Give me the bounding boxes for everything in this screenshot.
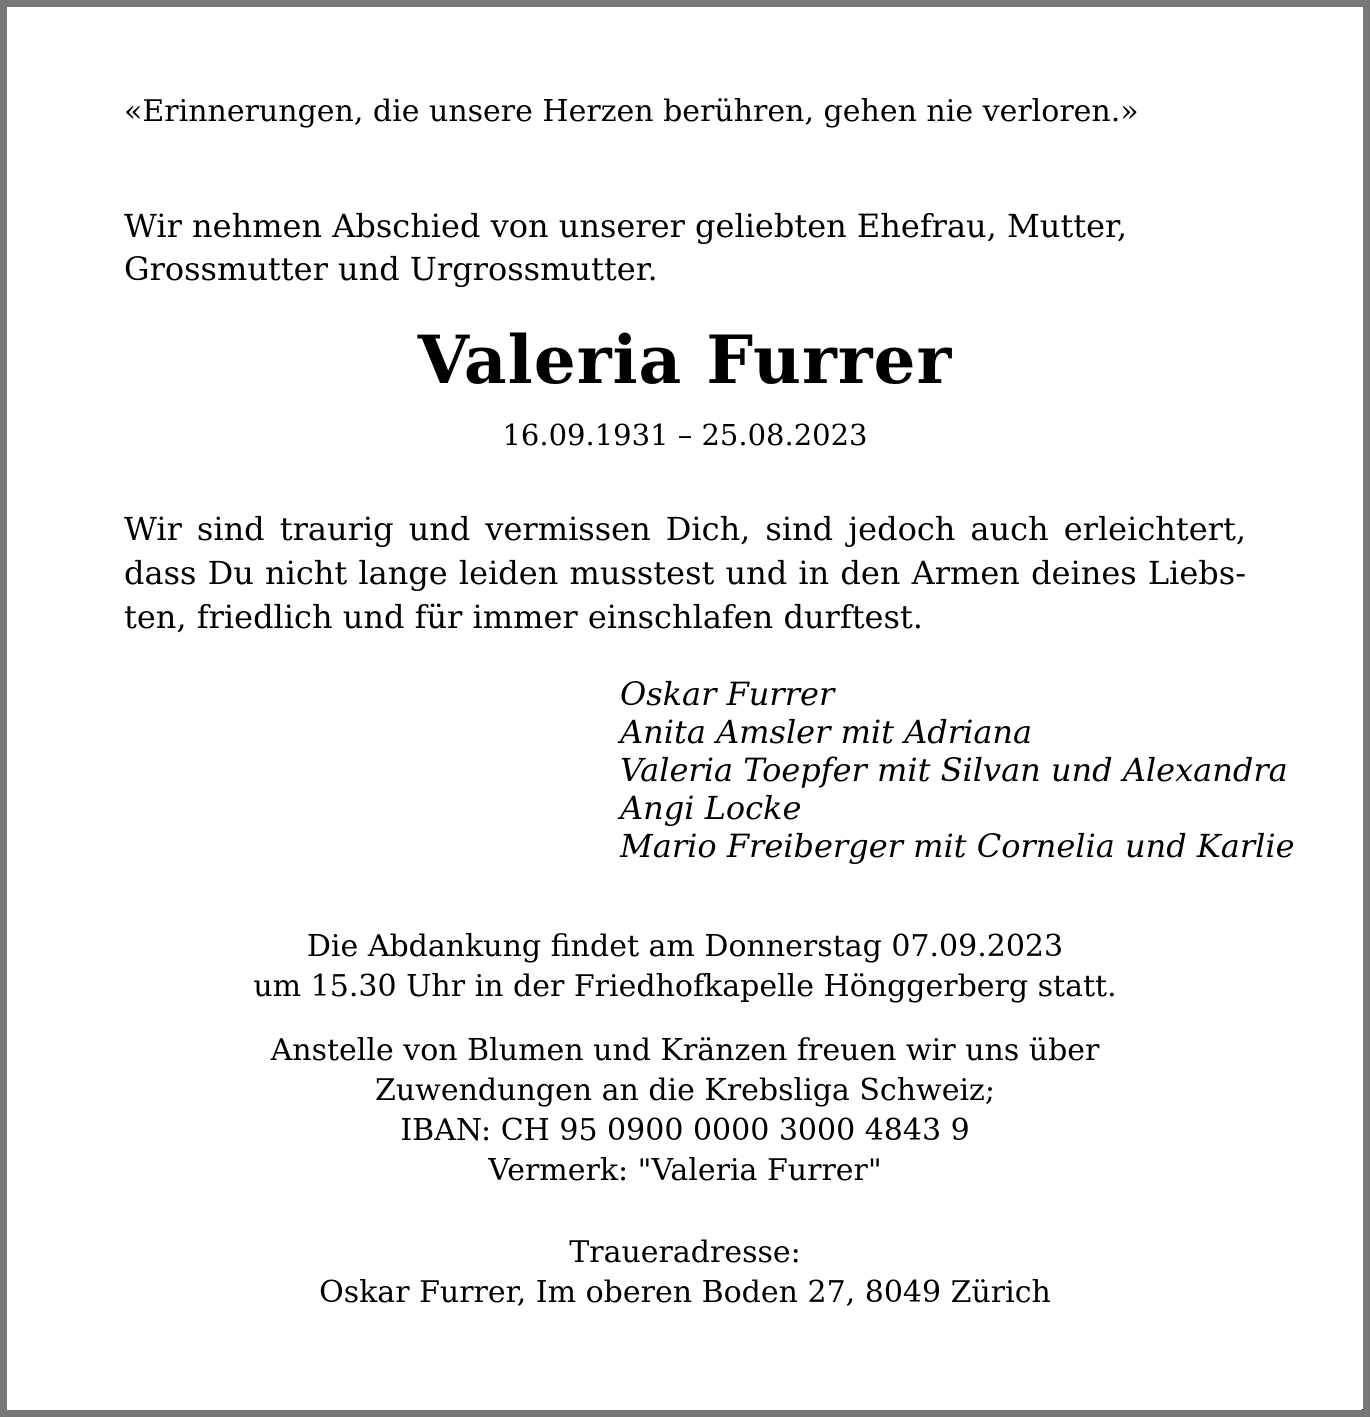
donation-line: Vermerk: "Valeria Furrer": [488, 1153, 882, 1188]
frame-corner-mark: [1362, 1409, 1370, 1414]
farewell-paragraph: [124, 507, 1246, 639]
donation-line: Anstelle von Blumen und Kränzen freuen wir uns über: [270, 1033, 1100, 1068]
family-list: [620, 675, 1295, 865]
donation-line: IBAN: CH 95 0900 0000 3000 4843 9: [400, 1113, 970, 1148]
family-member: Mario Freiberger mit Cornelia und Karlie: [620, 827, 1295, 865]
donation-info: [124, 1031, 1246, 1191]
mourning-address: [124, 1233, 1246, 1313]
family-member: Oskar Furrer: [620, 675, 835, 713]
family-member: Anita Amsler mit Adriana: [620, 713, 1033, 751]
farewell-line: dass Du nicht lange leiden musstest und in den Armen deines Liebs-: [124, 554, 1246, 592]
intro-line: Wir nehmen Abschied von unserer geliebten Ehefrau, Mutter,: [124, 207, 1127, 245]
life-dates: 16.09.1931 – 25.08.2023: [502, 418, 868, 452]
address-line: Oskar Furrer, Im oberen Boden 27, 8049 Zürich: [319, 1275, 1051, 1310]
service-line: um 15.30 Uhr in der Friedhofkapelle Hönggerberg statt.: [253, 969, 1117, 1004]
farewell-line: Wir sind traurig und vermissen Dich, sind jedoch auch erleichtert,: [124, 510, 1246, 548]
service-announcement: [124, 927, 1246, 1007]
donation-line: Zuwendungen an die Krebsliga Schweiz;: [375, 1073, 995, 1108]
service-line: Die Abdankung findet am Donnerstag 07.09.2023: [306, 929, 1064, 964]
family-member: Valeria Toepfer mit Silvan und Alexandra: [620, 751, 1288, 789]
deceased-name: Valeria Furrer: [417, 321, 953, 399]
intro-text: [124, 205, 1246, 291]
farewell-line: ten, friedlich und für immer einschlafen durftest.: [124, 598, 923, 636]
address-label: Traueradresse:: [569, 1235, 801, 1270]
memorial-quote: «Erinnerungen, die unsere Herzen berühren, gehen nie verloren.»: [124, 94, 1139, 129]
intro-line: Grossmutter und Urgrossmutter.: [124, 250, 658, 288]
family-member: Angi Locke: [620, 789, 802, 827]
